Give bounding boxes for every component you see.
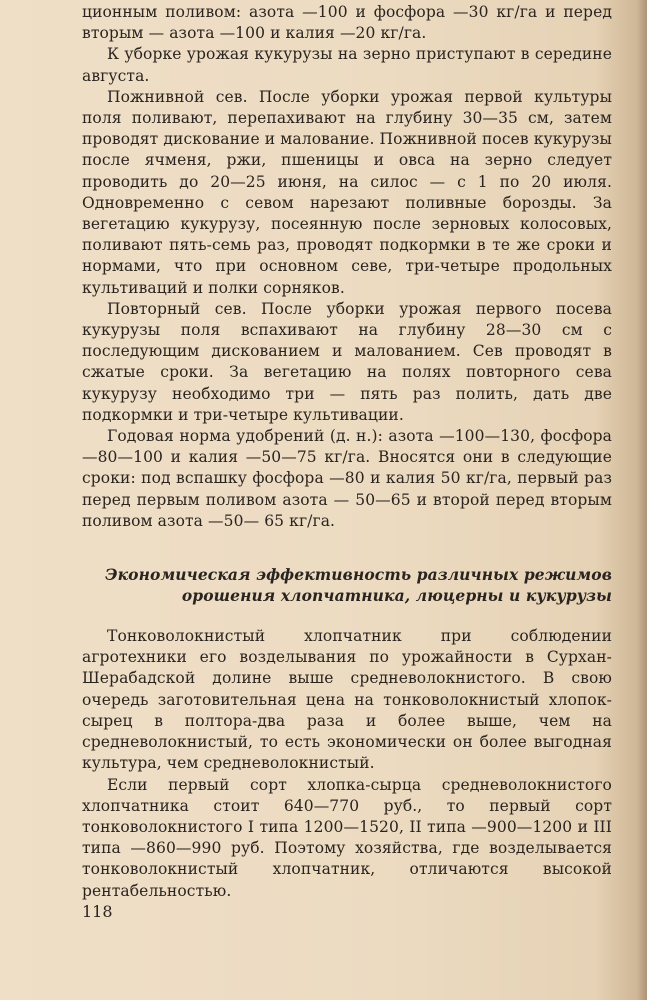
- paragraph-fine-fiber-cotton: Тонковолокнистый хлопчатник при соблюдении агротехники его возделывания по урожайности в Сурхан-Шерабадской долине выше средневолокнистого. В свою очередь заготовительная цена на тонковолокнистый хлопок-сырец в полтора-два раза и более выше, чем на средневолокнистый, то есть экономически он более выгодная культура, чем средневолокнистый.: [82, 627, 612, 773]
- page-edge-shadow: [637, 0, 647, 1000]
- paragraph-cotton-prices: Если первый сорт хлопка-сырца средневолокнистого хлопчатника стоит 640—770 руб., то первый сорт тонковолокнистого I типа 1200—1520, II типа —900—1200 и III типа —860—990 руб. Поэтому хозяйства, где возделывается тонковолокнистый хлопчатник, отличаются высокой рентабельностью.: [82, 775, 612, 900]
- paragraph-harvest: К уборке урожая кукурузы на зерно приступают в середине августа.: [82, 45, 612, 85]
- page-number: 118: [82, 902, 113, 921]
- paragraph-fertilizer-norm: Годовая норма удобрений (д. н.): азота —100—130, фосфора —80—100 и калия —50—75 кг/га. Вносятся они в следующие сроки: под вспашку фосфора —80 и калия 50 кг/га, первый раз перед первым поливом азота — 50—65 и второй перед вторым поливом азота —50— 65 кг/га.: [82, 427, 612, 530]
- paragraph-repeat-sowing: Повторный сев. После уборки урожая первого посева кукурузы поля вспахивают на глубину 28—30 см с последующим дискованием и малованием. Сев проводят в сжатые сроки. За вегетацию на полях повторного сева кукурузу необходимо три — пять раз полить, дать две подкормки и три-четыре культивации.: [82, 299, 612, 424]
- section-heading-line-1: Экономическая эффективность различных режимов: [105, 565, 612, 585]
- text-column: [82, 2, 612, 902]
- paragraph-post-harvest-sowing: Пожнивной сев. После уборки урожая первой культуры поля поливают, перепахивают на глубину 30—35 см, затем проводят дискование и малование. Пожнивной посев кукурузы после ячменя, ржи, пшеницы и овса на зерно следует проводить до 20—25 июня, на силос — с 1 по 20 июля. Одновременно с севом нарезают поливные борозды. За вегетацию кукурузу, посеянную после зерновых колосовых, поливают пять-семь раз, проводят подкормки в те же сроки и нормами, что при основном севе, три-четыре продольных культиваций и полки сорняков.: [82, 87, 612, 297]
- paragraph-continuation: ционным поливом: азота —100 и фосфора —30 кг/га и перед вторым — азота —100 и калия —20 кг/га.: [82, 3, 612, 43]
- section-heading-line-2: орошения хлопчатника, люцерны и кукурузы: [181, 586, 612, 606]
- section-heading: [82, 564, 612, 606]
